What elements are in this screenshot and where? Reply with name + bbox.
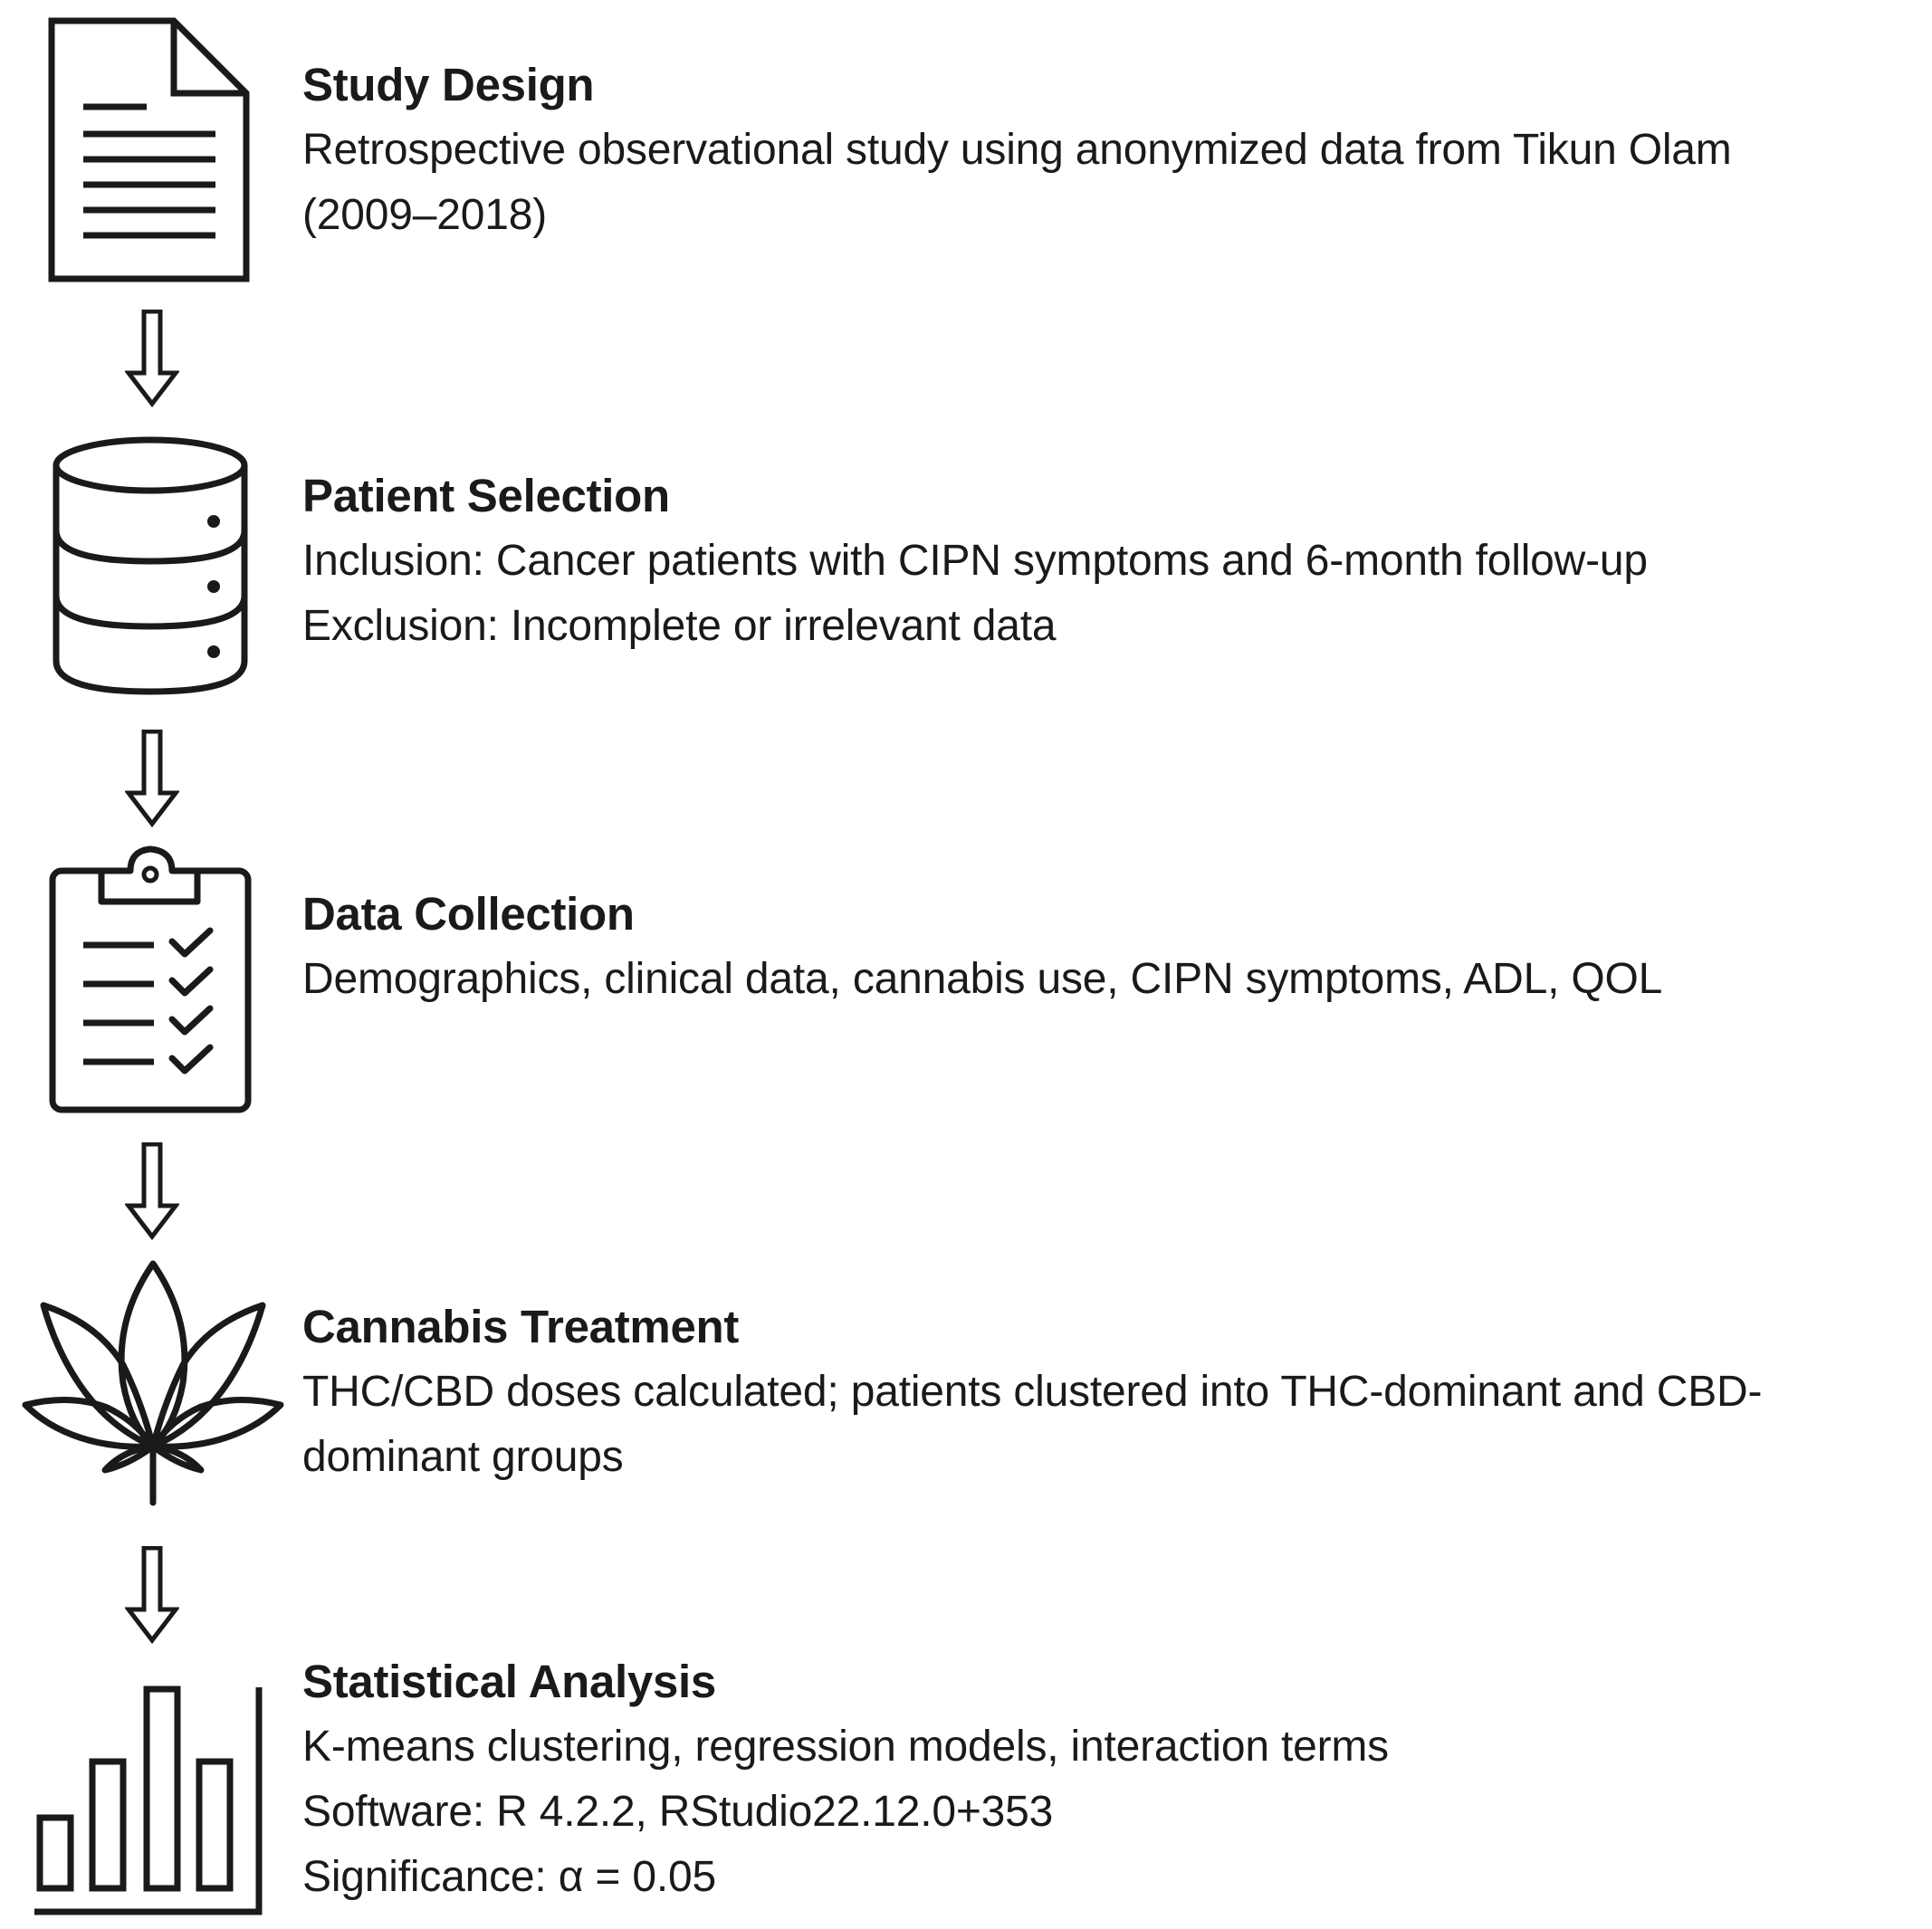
- step-description-line: dominant groups: [302, 1433, 624, 1481]
- step-title: Cannabis Treatment: [302, 1301, 740, 1352]
- clipboard-checklist-icon: [47, 844, 255, 1115]
- step-description-line: Significance: α = 0.05: [302, 1853, 716, 1901]
- step-title: Study Design: [302, 59, 595, 110]
- document-icon: [47, 16, 255, 288]
- step-statistical-analysis: [302, 1649, 1923, 1910]
- step-description-line: Inclusion: Cancer patients with CIPN symptoms and 6-month follow-up: [302, 537, 1648, 585]
- step-study-design: [302, 53, 1923, 248]
- step-data-collection: [302, 882, 1923, 1012]
- step-description-line: Retrospective observational study using anonymized data from Tikun Olam: [302, 126, 1732, 174]
- database-icon: [51, 435, 250, 697]
- step-description-line: K-means clustering, regression models, interaction terms: [302, 1723, 1389, 1771]
- step-description-line: (2009–2018): [302, 191, 548, 239]
- cannabis-leaf-icon: [22, 1256, 284, 1510]
- step-title: Statistical Analysis: [302, 1656, 716, 1707]
- down-arrow-icon: [125, 310, 179, 407]
- step-cannabis-treatment: [302, 1294, 1923, 1490]
- step-description-line: THC/CBD doses calculated; patients clustered into THC-dominant and CBD-: [302, 1368, 1763, 1416]
- down-arrow-icon: [125, 1546, 179, 1644]
- step-title: Patient Selection: [302, 470, 670, 521]
- step-patient-selection: [302, 463, 1923, 659]
- down-arrow-icon: [125, 1142, 179, 1240]
- step-description-line: Exclusion: Incomplete or irrelevant data: [302, 602, 1057, 650]
- step-description-line: Software: R 4.2.2, RStudio22.12.0+353: [302, 1788, 1054, 1836]
- step-title: Data Collection: [302, 888, 635, 940]
- bar-chart-icon: [33, 1684, 268, 1919]
- step-description-line: Demographics, clinical data, cannabis use, CIPN symptoms, ADL, QOL: [302, 955, 1663, 1003]
- down-arrow-icon: [125, 730, 179, 827]
